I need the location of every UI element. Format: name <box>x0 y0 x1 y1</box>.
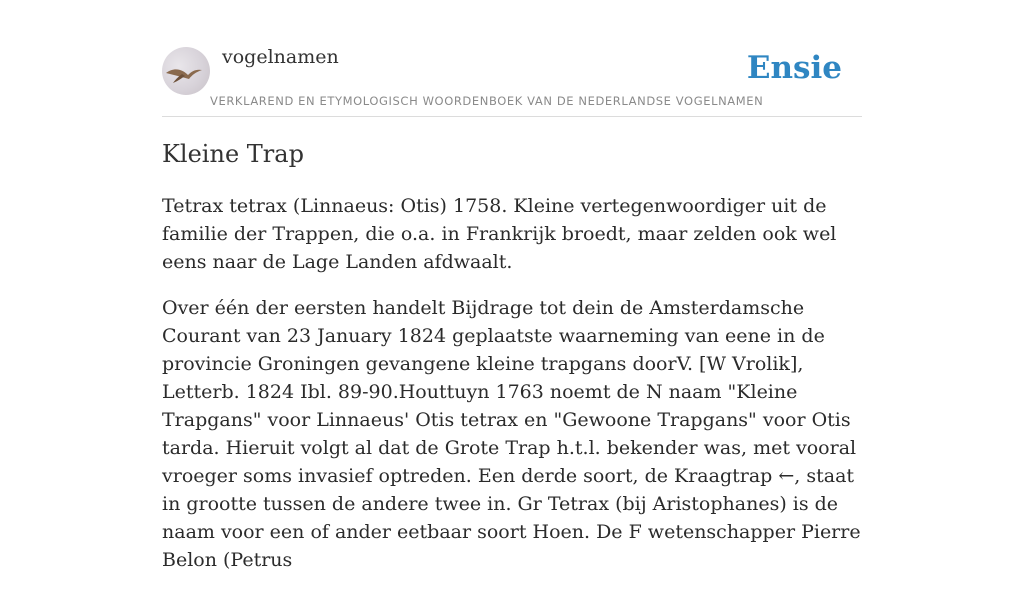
site-header <box>162 0 862 117</box>
article-paragraph: Over één der eersten handelt Bijdrage tot dein de Amsterdamsche Courant van 23 January 1824 geplaatste waarneming van eene in de provincie Groningen gevangene kleine trapgans doorV. [W Vrolik], Letterb. 1824 Ibl. 89-90.Houttuyn 1763 noemt de N naam "Kleine Trapgans" voor Linnaeus' Otis tetrax en "Gewoone Trapgans" voor Otis tarda. Hieruit volgt al dat de Grote Trap h.t.l. bekender was, met vooral vroeger soms invasief optreden. Een derde soort, de Kraagtrap ←, staat in grootte tussen de andere twee in. Gr Tetrax (bij Aristophanes) is de naam voor een of ander eetbaar soort Hoen. De F wetenschapper Pierre Belon (Petrus <box>162 297 861 571</box>
article-body <box>162 192 864 592</box>
ensie-logo-link[interactable]: Ensie <box>746 50 842 86</box>
page-title: Kleine Trap <box>162 140 304 168</box>
article-paragraph: Tetrax tetrax (Linnaeus: Otis) 1758. Kleine vertegenwoordiger uit de familie der Trappen, die o.a. in Frankrijk broedt, maar zelden ook wel eens naar de Lage Landen afdwaalt. <box>162 195 837 273</box>
blog-subtitle: VERKLAREND EN ETYMOLOGISCH WOORDENBOEK VAN DE NEDERLANDSE VOGELNAMEN <box>210 94 764 108</box>
avatar[interactable] <box>162 47 210 95</box>
blog-name-link[interactable]: vogelnamen <box>222 46 339 68</box>
page-container <box>162 0 862 571</box>
bird-in-flight-icon <box>162 47 210 95</box>
